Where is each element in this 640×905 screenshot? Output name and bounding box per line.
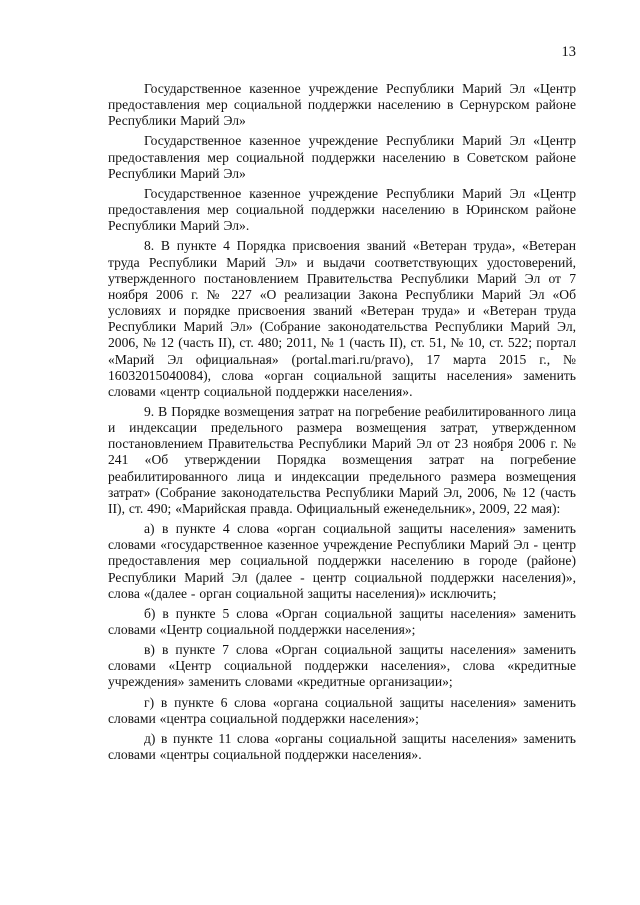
document-body: [108, 81, 576, 763]
paragraph-subitem-b: б) в пункте 5 слова «Орган социальной защиты населения» заменить словами «Центр социальной поддержки населения»;: [108, 605, 576, 637]
paragraph-sovetsky-institution: Государственное казенное учреждение Республики Марий Эл «Центр предоставления мер социальной поддержки населению в Советском районе Республики Марий Эл»: [108, 133, 576, 181]
paragraph-yurino-institution: Государственное казенное учреждение Республики Марий Эл «Центр предоставления мер социальной поддержки населению в Юринском районе Республики Марий Эл».: [108, 185, 576, 234]
paragraph-subitem-g: г) в пункте 6 слова «органа социальной защиты населения» заменить словами «центра социальной поддержки населения»;: [108, 694, 576, 726]
paragraph-item-9: 9. В Порядке возмещения затрат на погребение реабилитированного лица и индексации предельного размера возмещения затрат, утвержденном постановлением Правительства Республики Марий Эл от 23 ноября 2006 г. № 241 «Об утверждении Порядка возмещения затрат на погребение реабилитированного лица и индексации предельного размера возмещения затрат» (Собрание законодательства Республики Марий Эл, 2006, № 12 (часть II), ст. 490; «Марийская правда. Официальный еженедельник», 2009, 22 мая):: [108, 403, 576, 516]
paragraph-item-8: 8. В пункте 4 Порядка присвоения званий «Ветеран труда», «Ветеран труда Республики Марий Эл» и выдачи соответствующих удостоверений, утвержденного постановлением Правительства Республики Марий Эл от 7 ноября 2006 г. № 227 «О реализации Закона Республики Марий Эл «Об условиях и порядке присвоения званий «Ветеран труда» и «Ветеран труда Республики Марий Эл» (Собрание законодательства Республики Марий Эл, 2006, № 12 (часть II), ст. 480; 2011, № 1 (часть II), ст. 51, № 10, ст. 522; портал «Марий Эл официальная» (portal.mari.ru/pravo), 17 марта 2015 г., № 16032015040084), слова «орган социальной защиты населения» заменить словами «центр социальной поддержки населения».: [108, 238, 576, 399]
paragraph-subitem-v: в) в пункте 7 слова «Орган социальной защиты населения» заменить словами «Центр социальной поддержки населения», слова «кредитные учреждения» заменить словами «кредитные организации»;: [108, 642, 576, 690]
page-number: 13: [561, 44, 576, 60]
paragraph-sernur-institution: Государственное казенное учреждение Республики Марий Эл «Центр предоставления мер социальной поддержки населению в Сернурском районе Республики Марий Эл»: [108, 81, 576, 129]
paragraph-subitem-a: а) в пункте 4 слова «орган социальной защиты населения» заменить словами «государственное казенное учреждение Республики Марий Эл - центр предоставления мер социальной поддержки населению в городе (районе) Республики Марий Эл (далее - центр социальной поддержки населения)», слова «(далее - орган социальной защиты населения)» исключить;: [108, 521, 576, 601]
paragraph-subitem-d: д) в пункте 11 слова «органы социальной защиты населения» заменить словами «центры социальной поддержки населения».: [108, 730, 576, 763]
